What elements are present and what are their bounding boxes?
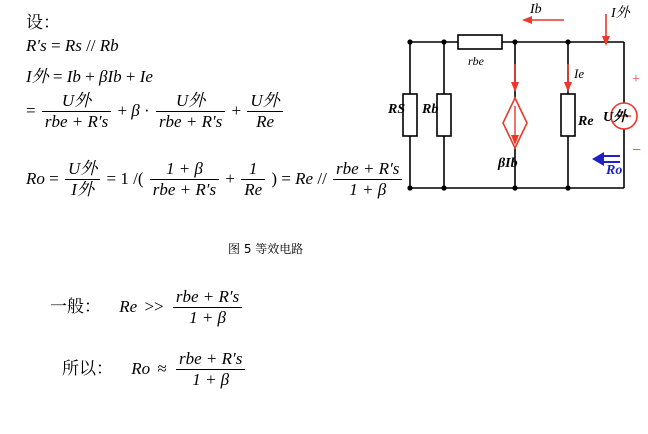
- so-approx: ≈: [157, 358, 167, 378]
- eq-ro-lhs: Ro: [26, 168, 45, 188]
- resistor-rb: [437, 94, 451, 136]
- label-ib: Ib: [530, 2, 542, 17]
- eq-i-plus2: +: [125, 67, 136, 86]
- resistor-rbe: [458, 35, 502, 49]
- general-frac-denominator: 1 + β: [173, 307, 242, 328]
- general-condition-row: [50, 288, 244, 328]
- so-frac-denominator: 1 + β: [176, 369, 245, 390]
- current-arrow-ie: [564, 64, 572, 92]
- label-rbe: rbe: [468, 54, 484, 68]
- eq-ro-parallel: //: [317, 168, 327, 188]
- fraction-u-over-rbe-2: [156, 91, 225, 131]
- label-rb: Rb: [422, 102, 439, 117]
- label-source-plus: +: [632, 72, 640, 87]
- eq-ro-equals-2: =: [106, 168, 117, 188]
- eq-ro-re: Re: [295, 168, 314, 188]
- eq-i-equals: =: [52, 67, 63, 86]
- equivalent-circuit-diagram: [388, 2, 642, 226]
- equation-i-external: [26, 62, 153, 87]
- equation-expanded: [26, 92, 285, 132]
- frac1-denominator: rbe + R′s: [42, 111, 111, 132]
- so-ro: Ro: [131, 358, 151, 378]
- eq-expand-plus2: +: [231, 100, 242, 120]
- ro-frac2-numerator: 1 + β: [165, 159, 203, 178]
- eq-ro-slash-open: /(: [133, 168, 144, 188]
- resistor-re: [561, 94, 575, 136]
- eq-i-plus1: +: [85, 67, 95, 86]
- figure-caption: 图 5 等效电路: [228, 242, 304, 256]
- label-i-external: I外: [611, 6, 630, 21]
- fraction-so: [176, 349, 245, 389]
- eq-ro-one: 1: [120, 168, 129, 188]
- frac3-denominator: Re: [247, 111, 282, 132]
- eq-ro-equals-3: =: [281, 168, 291, 188]
- set-label: 设：: [26, 13, 60, 33]
- equation-rs-prime: [26, 36, 119, 56]
- eq-expand-equals: =: [26, 100, 36, 120]
- eq-ro-close-paren: ): [271, 168, 278, 188]
- general-label: 一般：: [50, 296, 101, 317]
- eq-rs-equals: =: [50, 36, 61, 55]
- frac2-denominator: rbe + R′s: [156, 111, 225, 132]
- label-ro: Ro: [606, 163, 623, 178]
- ro-frac1-denominator: I外: [65, 179, 100, 200]
- equation-output-resistance: [26, 160, 404, 200]
- so-frac-numerator: rbe + R′s: [178, 349, 243, 368]
- eq-expand-beta: β: [131, 100, 140, 120]
- eq-ro-plus: +: [225, 168, 235, 188]
- ro-frac4-numerator: rbe + R′s: [336, 159, 400, 178]
- eq-i-term3: Ie: [139, 67, 153, 86]
- ro-frac3-numerator: 1: [248, 159, 258, 178]
- label-re: Re: [578, 114, 594, 129]
- fraction-u-over-i: [65, 159, 100, 199]
- fraction-beta-over-rbe: [150, 159, 219, 199]
- eq-expand-dot: ·: [144, 100, 150, 120]
- so-label: 所以：: [62, 358, 113, 379]
- eq-i-term2: βIb: [99, 67, 122, 86]
- general-much-greater: >>: [144, 296, 164, 316]
- frac1-numerator: U外: [61, 91, 92, 110]
- current-arrow-beta-ib: [511, 64, 519, 92]
- label-u-external: U外: [603, 110, 628, 125]
- ro-frac1-numerator: U外: [67, 159, 98, 178]
- general-re: Re: [119, 296, 138, 316]
- label-source-minus: −: [632, 142, 642, 159]
- ro-frac2-denominator: rbe + R′s: [150, 179, 219, 200]
- eq-ro-equals-1: =: [49, 168, 59, 188]
- label-ie: Ie: [574, 66, 585, 81]
- fraction-one-over-re: [241, 159, 265, 199]
- label-beta-ib: βIb: [498, 156, 518, 171]
- eq-rs-rhs2: Rb: [99, 36, 119, 55]
- conclusion-row: [62, 350, 247, 390]
- current-arrow-ib: [522, 16, 564, 24]
- eq-expand-plus1: +: [117, 100, 128, 120]
- eq-rs-rhs1: Rs: [64, 36, 82, 55]
- general-frac-numerator: rbe + R′s: [175, 287, 240, 306]
- frac2-numerator: U外: [175, 91, 206, 110]
- fraction-u-over-re: [247, 91, 282, 131]
- eq-i-lhs: I外: [26, 67, 49, 86]
- ro-frac3-denominator: Re: [241, 179, 265, 200]
- frac3-numerator: U外: [250, 91, 280, 110]
- eq-rs-lhs: R′s: [26, 36, 47, 55]
- eq-rs-parallel: //: [86, 36, 96, 55]
- fraction-u-over-rbe-1: [42, 91, 111, 131]
- eq-i-term1: Ib: [66, 67, 81, 86]
- fraction-general: [173, 287, 242, 327]
- label-rs: RS: [388, 102, 406, 117]
- ro-frac4-denominator: 1 + β: [333, 179, 402, 200]
